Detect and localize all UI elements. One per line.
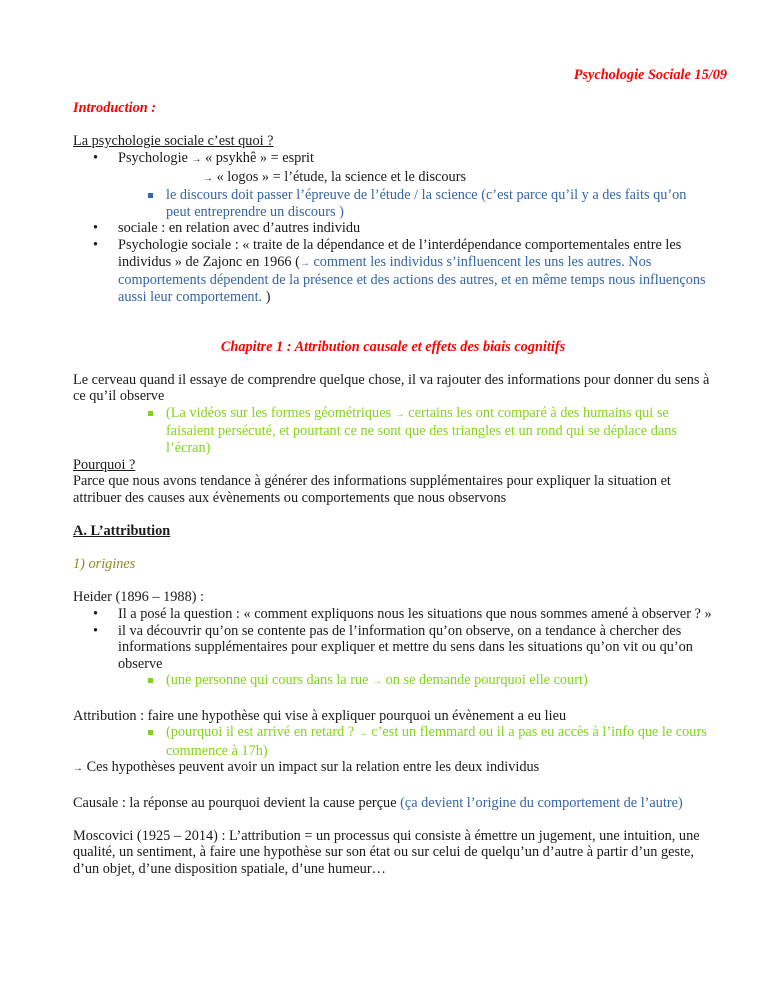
paragraph: Moscovici (1925 – 2014) : L’attribution = un processus qui consiste à émettre un jugement, une intuition, une qualité, un sentiment, à faire une hypothèse sur son état ou sur celui de quelqu’un d’autre à partir d’un geste, d’un objet, d’une disposition spatiale, d’une humeur… <box>73 827 700 877</box>
bullet-icon: • <box>93 606 99 622</box>
paragraph: Attribution : faire une hypothèse qui vise à expliquer pourquoi un évènement a eu lieu <box>73 707 567 724</box>
paragraph: Le cerveau quand il essaye de comprendre quelque chose, il va rajouter des informations pour donner du sens à ce qu’il observe <box>73 371 710 405</box>
sub-list-item: (une personne qui cours dans la rue → on se demande pourquoi elle court) <box>73 672 713 691</box>
document-page <box>73 67 727 878</box>
paragraph: Heider (1896 – 1988) : <box>73 589 205 606</box>
arrow-icon: → <box>394 408 405 420</box>
list-item: • sociale : en relation avec d’autres individu <box>93 220 361 237</box>
subsection-title: 1) origines <box>73 556 136 573</box>
bullet-icon: • <box>93 236 99 253</box>
arrow-icon: → <box>73 763 83 775</box>
paragraph: → Ces hypothèses peuvent avoir un impact sur la relation entre les deux individus <box>73 759 540 776</box>
paragraph: Causale : la réponse au pourquoi devient la cause perçue (ça devient l’origine du comportement de l’autre) <box>73 794 683 811</box>
arrow-icon: → <box>191 153 202 165</box>
square-bullet-icon <box>148 678 153 683</box>
intro-heading: Introduction : <box>73 100 157 117</box>
sub-list-item: (La vidéos sur les formes géométriques → certains les ont comparé à des humains qui se faisaient persécuté, et pourtant ce ne sont que des triangles et un rond qui se déplace dans l’écran) <box>73 405 713 457</box>
bullet-icon: • <box>93 622 99 639</box>
section-title: A. L’attribution <box>73 523 171 540</box>
list-item: • Il a posé la question : « comment expliquons nous les situations que nous sommes amené à observer ? » <box>93 606 712 622</box>
chapter-title: Chapitre 1 : Attribution causale et effets des biais cognitifs <box>220 338 566 355</box>
intro-question: La psychologie sociale c’est quoi ? <box>73 133 274 150</box>
bullet-icon: • <box>93 149 99 166</box>
list-item: • Psychologie sociale : « traite de la dépendance et de l’interdépendance comportementales entre les individus » de Zajonc en 1966 (→ comment les individus s’influencent les uns les autres. Nos comportements dépendent de la présence et des actions des autres, et en même temps nous influençons aussi leur comportement. ) <box>93 236 706 305</box>
square-bullet-icon <box>148 411 153 416</box>
arrow-icon: → <box>203 172 213 184</box>
list-item: • il va découvrir qu’on se contente pas de l’information qu’on observe, on a tendance à chercher des informations supplémentaires pour expliquer et mettre du sens dans les situations qu’on vit ou qu’on observe <box>93 622 693 672</box>
document-title: Psychologie Sociale 15/09 <box>573 67 727 83</box>
arrow-icon: → <box>299 257 310 269</box>
bullet-icon: • <box>93 220 99 237</box>
square-bullet-icon <box>148 730 153 735</box>
arrow-icon: → <box>357 728 368 740</box>
list-item: • Psychologie → « psykhê » = esprit <box>93 149 314 166</box>
paragraph: Parce que nous avons tendance à générer des informations supplémentaires pour expliquer la situation et attribuer des causes aux évènements ou comportements que nous observons <box>73 473 671 506</box>
list-item-continuation: → « logos » = l’étude, la science et le discours <box>203 168 467 185</box>
square-bullet-icon <box>148 193 153 198</box>
arrow-icon: → <box>372 676 383 688</box>
pourquoi-heading: Pourquoi ? <box>73 456 136 473</box>
sub-list-item: le discours doit passer l’épreuve de l’étude / la science (c’est parce qu’il y a des faits qu’on peut entreprendre un discours ) <box>73 187 713 220</box>
sub-list-item: (pourquoi il est arrivé en retard ? → c’est un flemmard ou il a pas eu accès à l’info que le cours commence à 17h) <box>73 724 713 759</box>
